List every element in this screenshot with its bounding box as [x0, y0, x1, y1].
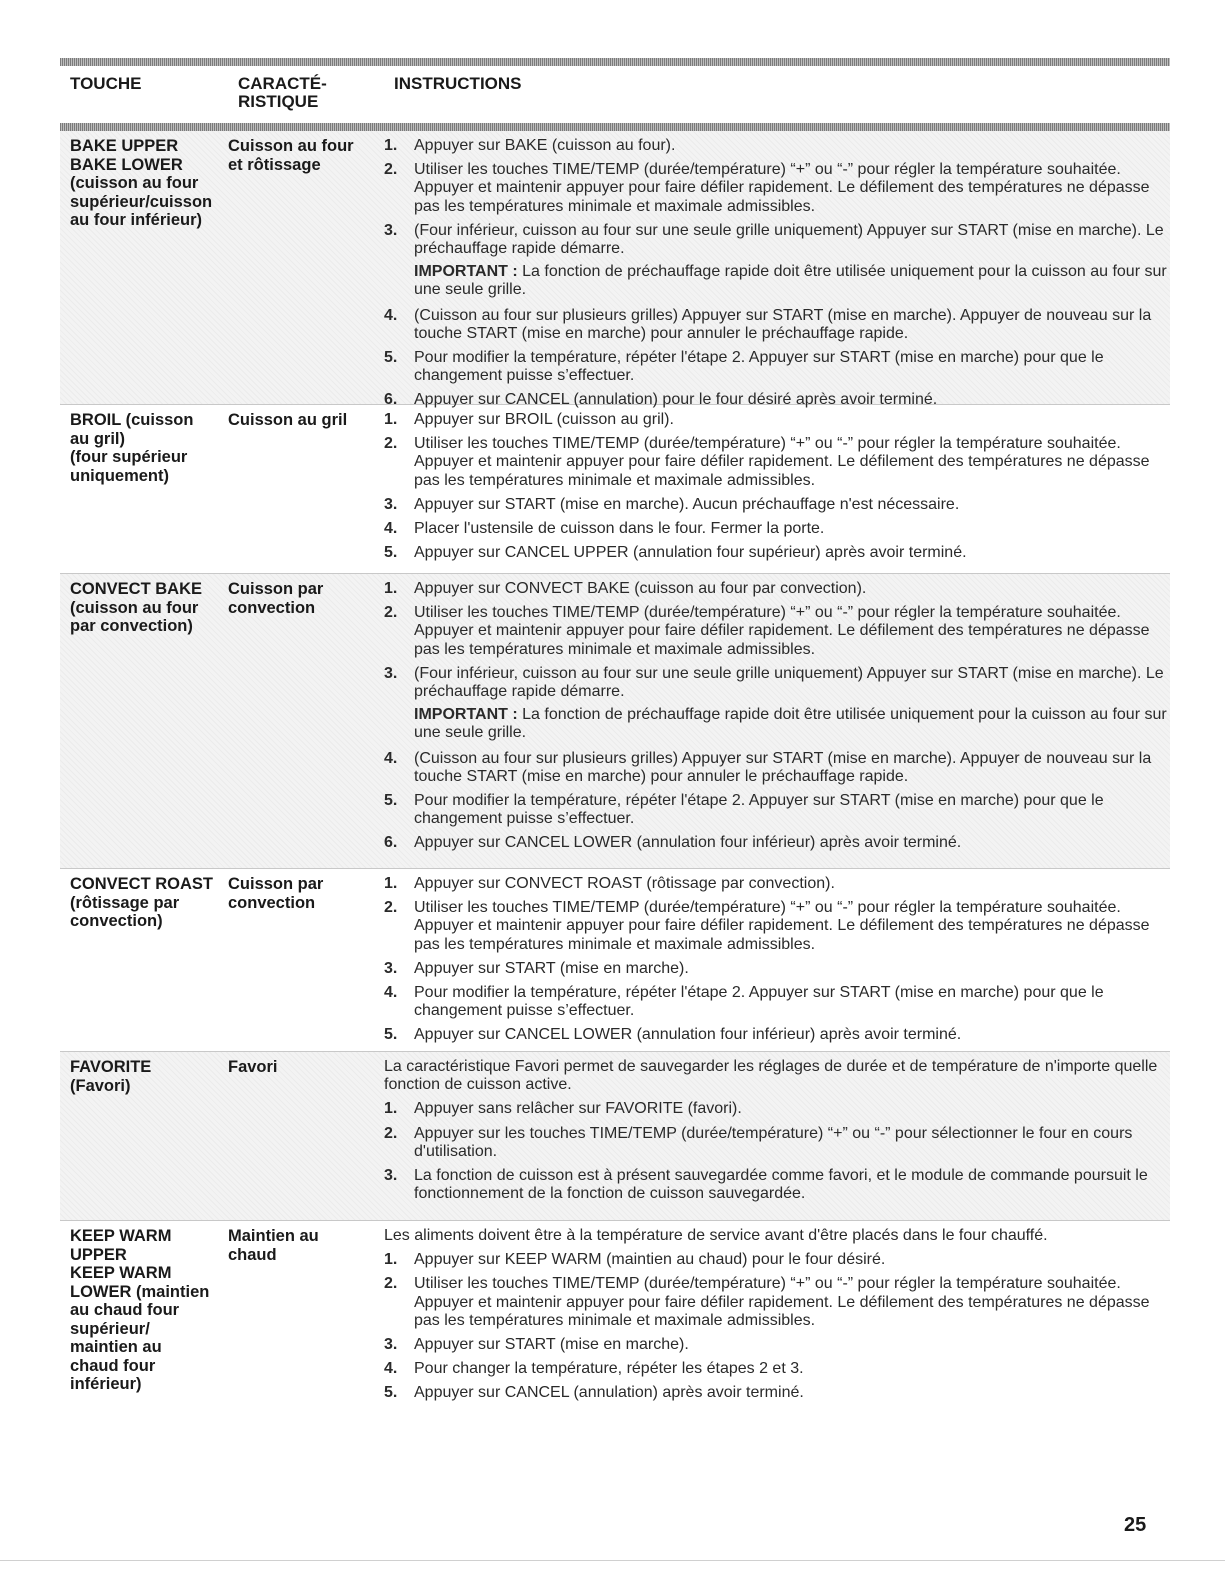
table-row-keep-warm — [60, 1221, 1170, 1421]
top-rule — [60, 58, 1170, 66]
row-intro: Les aliments doivent être à la température de service avant d'être placés dans le four chauffé. — [384, 1227, 1048, 1244]
step: 6. Appuyer sur CANCEL (annulation) pour le four désiré après avoir terminé. — [384, 391, 938, 409]
step: 5. Appuyer sur CANCEL LOWER (annulation four inférieur) après avoir terminé. — [384, 1026, 962, 1044]
step: 1. Appuyer sans relâcher sur FAVORITE (favori). — [384, 1100, 742, 1118]
important-note: IMPORTANT : La fonction de préchauffage rapide doit être utilisée uniquement pour la cuisson au four sur une seule grille. — [414, 263, 1167, 299]
row-key: KEEP WARM UPPER KEEP WARM LOWER (maintien au chaud four supérieur/ maintien au chaud four inférieur) — [70, 1227, 210, 1393]
step: 6. Appuyer sur CANCEL LOWER (annulation four inférieur) après avoir terminé. — [384, 834, 962, 852]
row-feature: Cuisson par convection — [228, 580, 324, 617]
page-number: 25 — [1124, 1514, 1147, 1536]
step: 1. Appuyer sur BROIL (cuisson au gril). — [384, 411, 674, 428]
step: 3. Appuyer sur START (mise en marche). — [384, 959, 689, 977]
row-instructions — [384, 869, 1170, 1051]
table-row-favorite — [60, 1052, 1170, 1221]
row-key: BROIL (cuisson au gril) (four supérieur uniquement) — [70, 411, 194, 485]
bottom-rule — [0, 1560, 1225, 1561]
row-intro: La caractéristique Favori permet de sauvegarder les réglages de durée et de température de n'importe quelle fonction de cuisson active. — [384, 1058, 1158, 1094]
step: 5. Appuyer sur CANCEL UPPER (annulation four supérieur) après avoir terminé. — [384, 544, 967, 562]
step: 2. Utiliser les touches TIME/TEMP (durée/température) “+” ou “-” pour régler la température souhaitée. Appuyer et maintenir appuyer pour faire défiler rapidement. Le défilement des températures ne dépasse pas les températures minimale et maximale admissibles. — [384, 1275, 1150, 1329]
step: 5. Pour modifier la température, répéter l'étape 2. Appuyer sur START (mise en marche) pour que le changement puisse s’effectuer. — [384, 349, 1104, 385]
header-instructions: INSTRUCTIONS — [394, 74, 522, 93]
table-header — [60, 66, 1170, 123]
step: 1. Appuyer sur CONVECT BAKE (cuisson au four par convection). — [384, 580, 867, 597]
step: 2. Utiliser les touches TIME/TEMP (durée/température) “+” ou “-” pour régler la température souhaitée. Appuyer et maintenir appuyer pour faire défiler rapidement. Le défilement des températures ne dépasse pas les températures minimale et maximale admissibles. — [384, 435, 1150, 489]
step: 3. Appuyer sur START (mise en marche). — [384, 1336, 689, 1354]
header-feature: CARACTÉ- RISTIQUE — [238, 74, 327, 111]
row-instructions — [384, 574, 1170, 868]
row-instructions — [384, 1052, 1170, 1220]
function-table — [60, 58, 1170, 1421]
step: 2. Utiliser les touches TIME/TEMP (durée/température) “+” ou “-” pour régler la température souhaitée. Appuyer et maintenir appuyer pour faire défiler rapidement. Le défilement des températures ne dépasse pas les températures minimale et maximale admissibles. — [384, 604, 1150, 658]
table-row-convect-bake — [60, 574, 1170, 869]
step: 1. Appuyer sur KEEP WARM (maintien au chaud) pour le four désiré. — [384, 1251, 886, 1269]
step: 2. Utiliser les touches TIME/TEMP (durée/température) “+” ou “-” pour régler la température souhaitée. Appuyer et maintenir appuyer pour faire défiler rapidement. Le défilement des températures ne dépasse pas les températures minimale et maximale admissibles. — [384, 899, 1150, 953]
row-instructions — [384, 405, 1170, 573]
row-key: CONVECT ROAST (rôtissage par convection) — [70, 875, 214, 930]
table-row-convect-roast — [60, 869, 1170, 1052]
step: 4. Placer l'ustensile de cuisson dans le four. Fermer la porte. — [384, 520, 825, 538]
table-row-bake — [60, 131, 1170, 409]
step: 1. Appuyer sur BAKE (cuisson au four). — [384, 137, 676, 154]
step: 4. Pour modifier la température, répéter l'étape 2. Appuyer sur START (mise en marche) pour que le changement puisse s’effectuer. — [384, 984, 1104, 1020]
row-feature: Maintien au chaud — [228, 1227, 319, 1264]
table-row-broil — [60, 405, 1170, 574]
step: 2. Utiliser les touches TIME/TEMP (durée/température) “+” ou “-” pour régler la température souhaitée. Appuyer et maintenir appuyer pour faire défiler rapidement. Le défilement des températures ne dépasse pas les températures minimale et maximale admissibles. — [384, 161, 1150, 215]
row-feature: Favori — [228, 1058, 278, 1076]
row-key: CONVECT BAKE (cuisson au four par convection) — [70, 580, 203, 635]
step: 1. Appuyer sur CONVECT ROAST (rôtissage par convection). — [384, 875, 835, 892]
header-rule — [60, 123, 1170, 131]
step: 2. Appuyer sur les touches TIME/TEMP (durée/température) “+” ou “-” pour sélectionner le four en cours d'utilisation. — [384, 1124, 1133, 1160]
header-key: TOUCHE — [70, 74, 142, 93]
step: 3. (Four inférieur, cuisson au four sur une seule grille uniquement) Appuyer sur START (mise en marche). Le préchauffage rapide démarre. — [384, 664, 1164, 701]
step: 3. La fonction de cuisson est à présent sauvegardée comme favori, et le module de commande poursuit le fonctionnement de la fonction de cuisson sauvegardée. — [384, 1167, 1148, 1203]
step: 5. Pour modifier la température, répéter l'étape 2. Appuyer sur START (mise en marche) pour que le changement puisse s’effectuer. — [384, 792, 1104, 828]
important-note: IMPORTANT : La fonction de préchauffage rapide doit être utilisée uniquement pour la cuisson au four sur une seule grille. — [414, 706, 1167, 742]
row-feature: Cuisson par convection — [228, 875, 324, 912]
step: 4. (Cuisson au four sur plusieurs grilles) Appuyer sur START (mise en marche). Appuyer de nouveau sur la touche START (mise en marche) pour annuler le préchauffage rapide. — [384, 749, 1152, 785]
row-instructions — [384, 131, 1170, 409]
row-instructions — [384, 1221, 1170, 1421]
row-feature: Cuisson au gril — [228, 411, 348, 429]
step: 4. Pour changer la température, répéter les étapes 2 et 3. — [384, 1360, 804, 1378]
row-key: FAVORITE (Favori) — [70, 1058, 152, 1095]
step: 3. (Four inférieur, cuisson au four sur une seule grille uniquement) Appuyer sur START (mise en marche). Le préchauffage rapide démarre. — [384, 221, 1164, 258]
row-feature: Cuisson au four et rôtissage — [228, 137, 354, 174]
step: 3. Appuyer sur START (mise en marche). Aucun préchauffage n'est nécessaire. — [384, 495, 960, 513]
step: 5. Appuyer sur CANCEL (annulation) après avoir terminé. — [384, 1384, 804, 1402]
row-key: BAKE UPPER BAKE LOWER (cuisson au four supérieur/cuisson au four inférieur) — [70, 137, 213, 229]
step: 4. (Cuisson au four sur plusieurs grilles) Appuyer sur START (mise en marche). Appuyer de nouveau sur la touche START (mise en marche) pour annuler le préchauffage rapide. — [384, 306, 1152, 342]
